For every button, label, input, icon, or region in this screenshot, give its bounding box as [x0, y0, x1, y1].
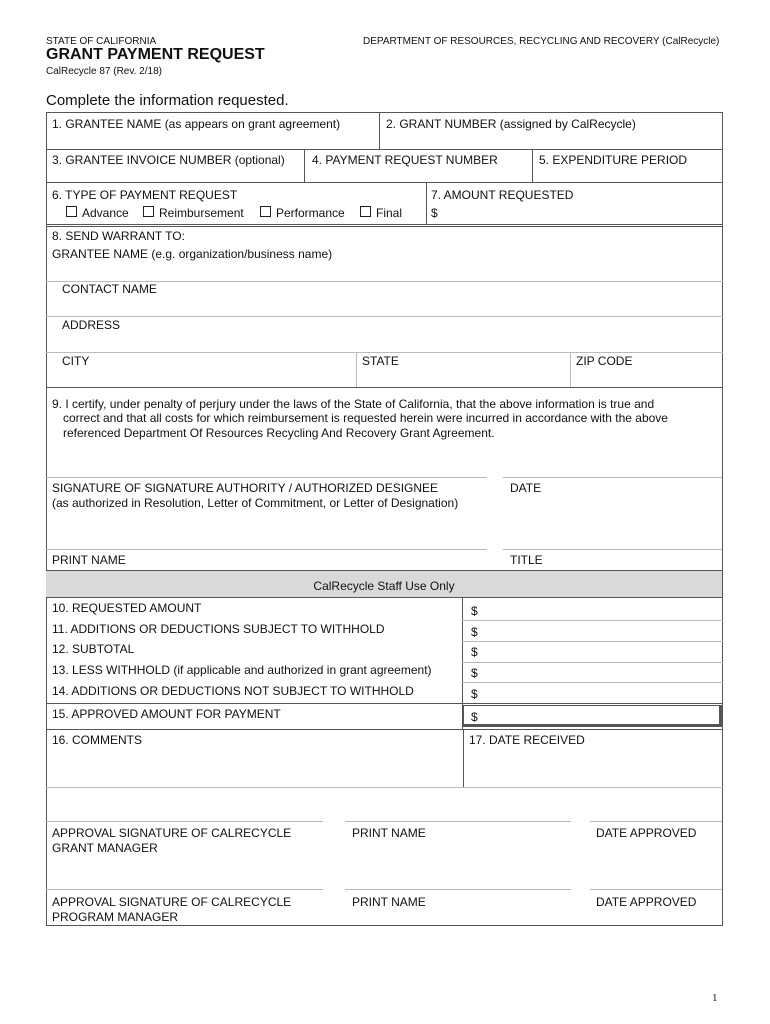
program-manager-print-name-label: PRINT NAME: [352, 895, 426, 909]
grant-manager-signature-field[interactable]: [50, 800, 322, 819]
comments-field[interactable]: [50, 750, 460, 785]
withhold-additions-label: 11. ADDITIONS OR DEDUCTIONS SUBJECT TO WITHHOLD: [52, 622, 385, 636]
comments-label: 16. COMMENTS: [52, 733, 143, 747]
signature-date-label: DATE: [510, 481, 542, 495]
contact-name-field[interactable]: [60, 297, 720, 315]
final-label: Final: [376, 206, 403, 220]
less-withhold-dollar: $: [471, 666, 478, 680]
grant-manager-date-field[interactable]: [592, 800, 720, 819]
signature-sub-label: (as authorized in Resolution, Letter of Commitment, or Letter of Designation): [52, 496, 459, 510]
warrant-grantee-name-field[interactable]: [50, 262, 720, 280]
invoice-number-label: 3. GRANTEE INVOICE NUMBER (optional): [52, 153, 285, 167]
certify-line-3: referenced Department Of Resources Recycling And Recovery Grant Agreement.: [63, 426, 495, 440]
city-label: CITY: [62, 354, 90, 368]
state-label: STATE OF CALIFORNIA: [46, 36, 157, 47]
certify-line-2: correct and that all costs for which reimbursement is requested herein were incurred in accordance with the above: [63, 411, 668, 425]
payment-request-number-label: 4. PAYMENT REQUEST NUMBER: [312, 153, 498, 167]
not-withhold-additions-dollar: $: [471, 687, 478, 701]
subtotal-field[interactable]: [482, 643, 720, 661]
not-withhold-additions-field[interactable]: [482, 684, 720, 702]
signature-field[interactable]: [50, 455, 486, 475]
program-manager-date-label: DATE APPROVED: [596, 895, 697, 909]
amount-dollar-sign: $: [431, 206, 438, 220]
program-manager-label-2: PROGRAM MANAGER: [52, 910, 179, 924]
reimbursement-checkbox[interactable]: [143, 206, 154, 217]
warrant-grantee-name-label: GRANTEE NAME (e.g. organization/business name): [52, 247, 333, 261]
approved-amount-dollar: $: [471, 710, 478, 724]
contact-name-label: CONTACT NAME: [62, 282, 157, 296]
zip-code-field[interactable]: [574, 369, 720, 386]
title-label: TITLE: [510, 553, 543, 567]
certify-line-1: 9. I certify, under penalty of perjury under the laws of the State of California, that the above information is true and: [52, 397, 655, 411]
grant-manager-label-1: APPROVAL SIGNATURE OF CALRECYCLE: [52, 826, 292, 840]
withhold-additions-field[interactable]: [482, 622, 720, 640]
title-field[interactable]: [505, 528, 720, 547]
performance-checkbox[interactable]: [260, 206, 271, 217]
withhold-additions-dollar: $: [471, 625, 478, 639]
address-label: ADDRESS: [62, 318, 121, 332]
grant-manager-print-name-field[interactable]: [347, 800, 569, 819]
not-withhold-additions-label: 14. ADDITIONS OR DEDUCTIONS NOT SUBJECT TO WITHHOLD: [52, 684, 414, 698]
amount-requested-label: 7. AMOUNT REQUESTED: [431, 188, 574, 202]
subtotal-dollar: $: [471, 645, 478, 659]
grant-manager-date-label: DATE APPROVED: [596, 826, 697, 840]
date-received-field[interactable]: [467, 750, 720, 785]
send-warrant-heading: 8. SEND WARRANT TO:: [52, 229, 185, 243]
zip-code-label: ZIP CODE: [576, 354, 633, 368]
print-name-label: PRINT NAME: [52, 553, 126, 567]
amount-requested-field[interactable]: [442, 203, 720, 221]
state-field[interactable]: [360, 369, 565, 386]
reimbursement-label: Reimbursement: [159, 206, 244, 220]
program-manager-print-name-field[interactable]: [347, 866, 569, 887]
grant-manager-label-2: GRANT MANAGER: [52, 841, 158, 855]
state-field-label: STATE: [362, 354, 399, 368]
date-received-label: 17. DATE RECEIVED: [469, 733, 585, 747]
form-title: GRANT PAYMENT REQUEST: [46, 46, 265, 63]
grantee-name-label: 1. GRANTEE NAME (as appears on grant agreement): [52, 117, 341, 131]
approved-amount-field[interactable]: [482, 707, 718, 724]
page-number: 1: [712, 992, 718, 1004]
requested-amount-field[interactable]: [482, 600, 720, 618]
expenditure-period-label: 5. EXPENDITURE PERIOD: [539, 153, 688, 167]
staff-use-heading: CalRecycle Staff Use Only: [313, 579, 455, 593]
advance-checkbox[interactable]: [66, 206, 77, 217]
print-name-field[interactable]: [50, 528, 486, 547]
department-label: DEPARTMENT OF RESOURCES, RECYCLING AND RECOVERY (CalRecycle): [363, 36, 720, 47]
grant-manager-print-name-label: PRINT NAME: [352, 826, 426, 840]
program-manager-date-field[interactable]: [592, 866, 720, 887]
signature-label: SIGNATURE OF SIGNATURE AUTHORITY / AUTHORIZED DESIGNEE: [52, 481, 439, 495]
less-withhold-label: 13. LESS WITHHOLD (if applicable and authorized in grant agreement): [52, 663, 432, 677]
advance-label: Advance: [82, 206, 129, 220]
requested-amount-label: 10. REQUESTED AMOUNT: [52, 601, 202, 615]
address-field[interactable]: [60, 333, 720, 351]
requested-amount-dollar: $: [471, 604, 478, 618]
program-manager-label-1: APPROVAL SIGNATURE OF CALRECYCLE: [52, 895, 292, 909]
program-manager-signature-field[interactable]: [50, 866, 322, 887]
final-checkbox[interactable]: [360, 206, 371, 217]
form-id: CalRecycle 87 (Rev. 2/18): [46, 66, 162, 77]
payment-type-label: 6. TYPE OF PAYMENT REQUEST: [52, 188, 238, 202]
less-withhold-field[interactable]: [482, 664, 720, 681]
approved-amount-label: 15. APPROVED AMOUNT FOR PAYMENT: [52, 707, 281, 721]
subtotal-label: 12. SUBTOTAL: [52, 642, 135, 656]
performance-label: Performance: [276, 206, 345, 220]
signature-date-field[interactable]: [505, 455, 720, 475]
grant-number-label: 2. GRANT NUMBER (assigned by CalRecycle): [386, 117, 636, 131]
instruction-text: Complete the information requested.: [46, 92, 289, 109]
city-field[interactable]: [60, 369, 350, 386]
